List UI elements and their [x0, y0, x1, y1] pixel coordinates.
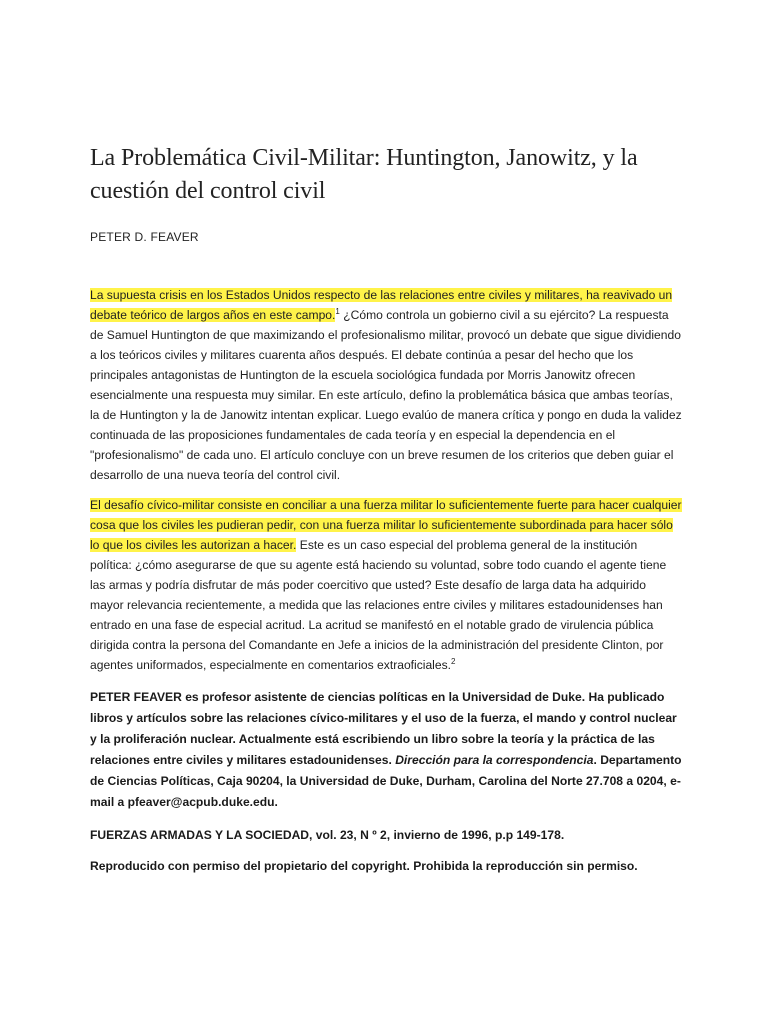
paragraph-text: ¿Cómo controla un gobierno civil a su ejército? La respuesta de Samuel Huntington de que maximizando el profesionalismo militar, provocó un debate que sigue dividiendo a los teóricos civiles y militares cuarenta años después. El debate continúa a pesar del hecho que los principales antagonistas de Huntington de la escuela sociológica fundada por Morris Janowitz ofrecen esencialmente una respuesta muy similar. En este artículo, defino la problemática básica que ambas teorías, la de Huntington y la de Janowitz intentan explicar. Luego evalúo de manera crítica y pongo en duda la validez continuada de las proposiciones fundamentales de cada teoría y en especial la dependencia en el "profesionalismo" de cada uno. El artículo concluye con un breve resumen de los criterios que deben guiar el desarrollo de una nueva teoría del control civil. [90, 308, 682, 482]
highlighted-text: El desafío cívico-militar consiste en conciliar a una fuerza militar lo suficientemente fuerte para hacer cualquier cosa que los civiles les pudieran pedir, con una fuerza militar lo suficientemente subordinada para hacer sólo lo que los civiles les autorizan a hacer. [90, 498, 682, 552]
bio-text: PETER FEAVER es profesor asistente de ciencias políticas en la Universidad de Duke. Ha publicado libros y artículos sobre las relaciones cívico-militares y el uso de la fuerza, el mando y control nuclear y la proliferación nuclear. Actualmente está escribiendo un libro sobre la teoría y la práctica de las relaciones entre civiles y militares estadounidenses. [90, 690, 677, 767]
paragraph-text: Este es un caso especial del problema general de la institución política: ¿cómo asegurarse de que su agente está haciendo su voluntad, sobre todo cuando el agente tiene las armas y podría disfrutar de más poder coercitivo que usted? Este desafío de larga data ha adquirido mayor relevancia recientemente, a medida que las relaciones entre civiles y militares estadounidenses han entrado en una fase de especial acritud. La acritud se manifestó en el notable grado de virulencia pública dirigida contra la persona del Comandante en Jefe a inicios de la administración del presidente Clinton, por agentes uniformados, especialmente en comentarios extraoficiales. [90, 538, 667, 672]
copyright-notice: Reproducido con permiso del propietario del copyright. Prohibida la reproducción sin permiso. [90, 859, 638, 873]
author-bio [90, 687, 682, 813]
footnote-marker[interactable]: 1 [335, 307, 340, 316]
bio-italic-label: Dirección para la correspondencia [395, 753, 594, 767]
footnote-marker[interactable]: 2 [451, 657, 456, 666]
intro-paragraph [90, 495, 682, 675]
document-title: La Problemática Civil-Militar: Huntington, Janowitz, y la cuestión del control civil [90, 145, 638, 204]
abstract-paragraph [90, 285, 682, 485]
bio-address: . Departamento de Ciencias Políticas, Caja 90204, la Universidad de Duke, Durham, Carolina del Norte 27.708 a 0204, e- mail a pfeaver@acpub.duke.edu. [90, 753, 682, 809]
highlighted-text: La supuesta crisis en los Estados Unidos respecto de las relaciones entre civiles y militares, ha reavivado un debate teórico de largos años en este campo. [90, 288, 673, 322]
journal-citation: FUERZAS ARMADAS Y LA SOCIEDAD, vol. 23, N º 2, invierno de 1996, p.p 149-178. [90, 828, 565, 842]
document-page [90, 142, 682, 876]
author-name: PETER D. FEAVER [90, 230, 199, 244]
